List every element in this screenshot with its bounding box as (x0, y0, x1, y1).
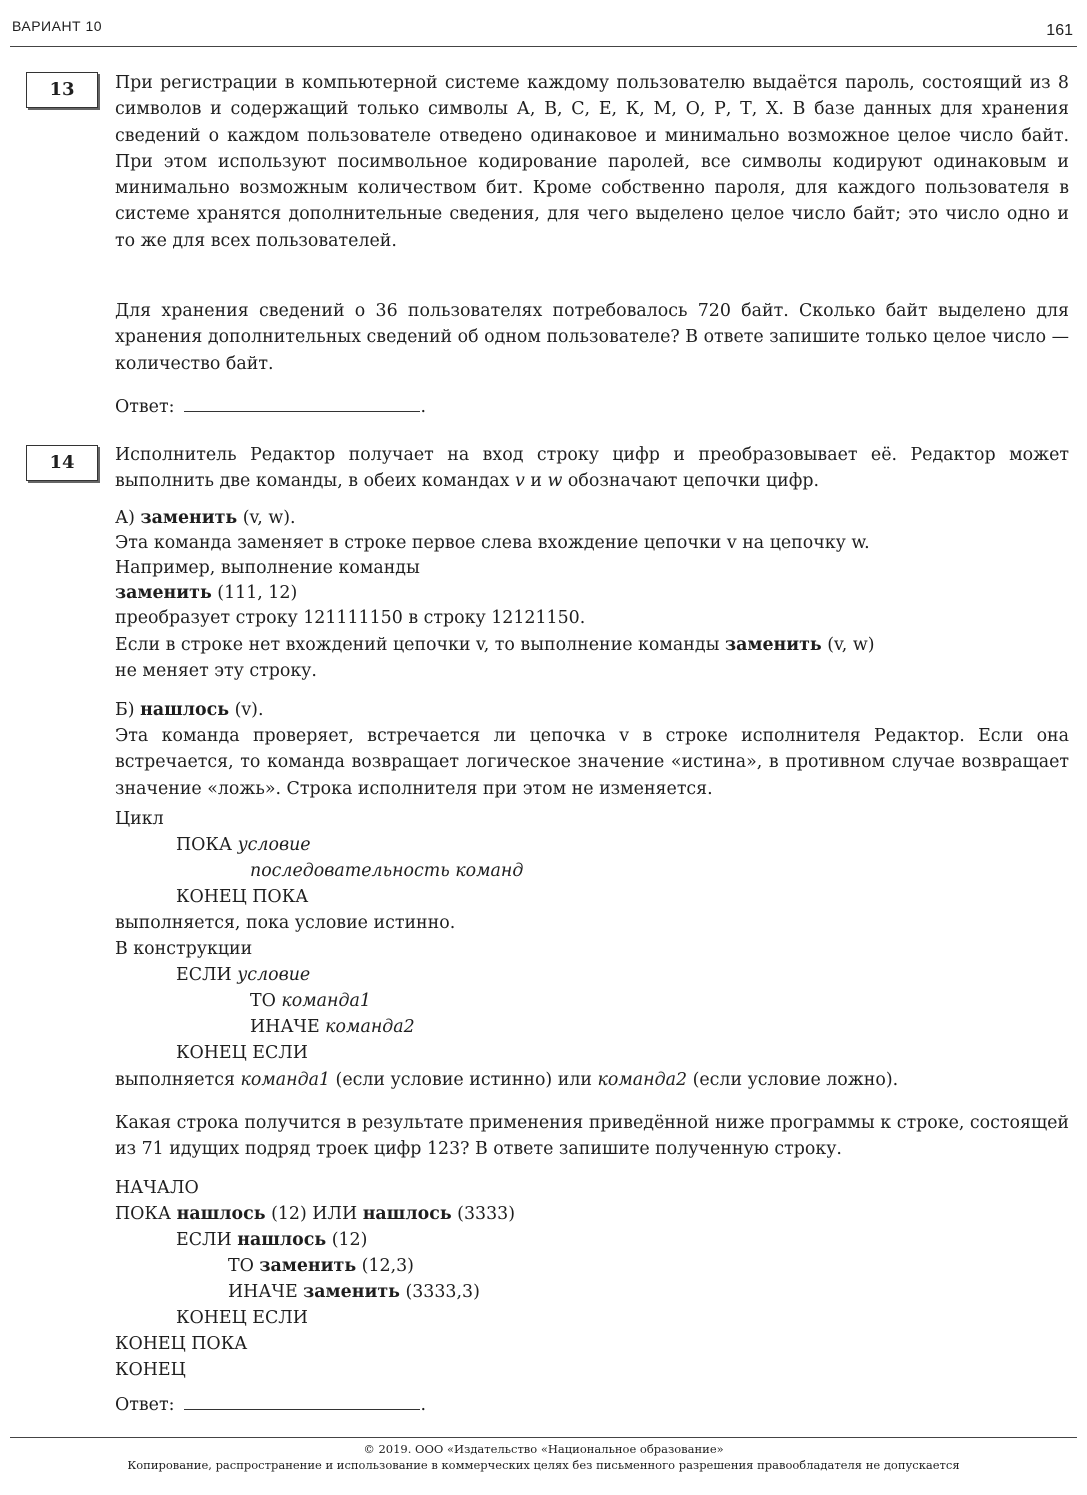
while-explanation: выполняется, пока условие истинно. (115, 913, 456, 933)
command-a-example-result: преобразует строку 121111150 в строку 12121150. (115, 608, 586, 628)
while-line: ПОКА условие (176, 835, 311, 855)
copyright-notice: Копирование, распространение и использование в коммерческих целях без письменного разрешения правообладателя не допускается (127, 1458, 960, 1472)
task-13-answer: Ответ: . (115, 393, 426, 420)
task-13-question: Для хранения сведений о 36 пользователях потребовалось 720 байт. Сколько байт выделено для хранения дополнительных сведений об одном пользователе? В ответе запишите только целое число — количество байт. (115, 301, 1069, 374)
then-line: ТО команда1 (250, 991, 371, 1011)
task-14-question: Какая строка получится в результате применения приведённой ниже программы к строке, состоящей из 71 идущих подряд троек цифр 123? В ответе запишите полученную строку. (115, 1113, 1069, 1160)
if-intro: В конструкции (115, 939, 253, 959)
answer-label: Ответ: (115, 397, 175, 417)
task-13-condition: При регистрации в компьютерной системе каждому пользователю выдаётся пароль, состоящий из 8 символов и содержащий только символы А, В, С, Е, К, М, О, Р, Т, Х. В базе данных для хранения сведений о каждом пользователе отведено одинаковое и минимально возможное целое число байт. При этом используют посимвольное кодирование паролей, все символы кодируют одинаковым и минимально возможным количеством бит. Кроме собственно пароля, для каждого пользователя в системе хранятся дополнительные сведения, для чего выделено целое число байт; это число одно и то же для всех пользователей. (115, 73, 1069, 251)
cycle-label: Цикл (115, 809, 164, 829)
command-a-example: Например, выполнение команды (115, 558, 420, 578)
command-a-title: А) заменить (v, w). (115, 508, 296, 528)
if-line: ЕСЛИ условие (176, 965, 311, 985)
task-14-number: 14 (26, 445, 98, 481)
program-end-if: КОНЕЦ ЕСЛИ (176, 1308, 308, 1328)
answer-field[interactable] (184, 1391, 420, 1410)
command-a-example-cmd: заменить (111, 12) (115, 583, 298, 603)
command-a-note-end: не меняет эту строку. (115, 661, 317, 681)
program-start: НАЧАЛО (115, 1178, 199, 1198)
header-divider (10, 46, 1077, 47)
end-if: КОНЕЦ ЕСЛИ (176, 1043, 308, 1063)
while-body: последовательность команд (250, 861, 524, 881)
answer-field[interactable] (184, 393, 420, 412)
command-a-note: Если в строке нет вхождений цепочки v, то выполнение команды заменить (v, w) (115, 635, 875, 655)
task-14-intro: Исполнитель Редактор получает на вход строку цифр и преобразовывает её. Редактор может выполнить две команды, в обеих командах v и w обозначают цепочки цифр. (115, 445, 1069, 492)
program-while: ПОКА нашлось (12) ИЛИ нашлось (3333) (115, 1204, 515, 1224)
page-number: 161 (1046, 22, 1073, 39)
end-while: КОНЕЦ ПОКА (176, 887, 309, 907)
task-14-answer: Ответ: . (115, 1391, 426, 1418)
program-end: КОНЕЦ (115, 1360, 186, 1380)
footer-divider (10, 1437, 1077, 1438)
command-b-title: Б) нашлось (v). (115, 700, 264, 720)
task-13-number: 13 (26, 72, 98, 108)
if-explanation: выполняется команда1 (если условие истинно) или команда2 (если условие ложно). (115, 1070, 899, 1090)
answer-label: Ответ: (115, 1395, 175, 1415)
program-if: ЕСЛИ нашлось (12) (176, 1230, 368, 1250)
program-end-while: КОНЕЦ ПОКА (115, 1334, 248, 1354)
variant-label: ВАРИАНТ 10 (12, 18, 103, 34)
copyright: © 2019. ООО «Издательство «Национальное образование» (363, 1442, 724, 1456)
else-line: ИНАЧЕ команда2 (250, 1017, 415, 1037)
command-a-text: Эта команда заменяет в строке первое слева вхождение цепочки v на цепочку w. (115, 533, 870, 553)
program-then: ТО заменить (12,3) (228, 1256, 414, 1276)
command-b-text: Эта команда проверяет, встречается ли цепочка v в строке исполнителя Редактор. Если она встречается, то команда возвращает логическое значение «истина», в противном случае возвращает значение «ложь». Строка исполнителя при этом не изменяется. (115, 726, 1069, 799)
program-else: ИНАЧЕ заменить (3333,3) (228, 1282, 480, 1302)
